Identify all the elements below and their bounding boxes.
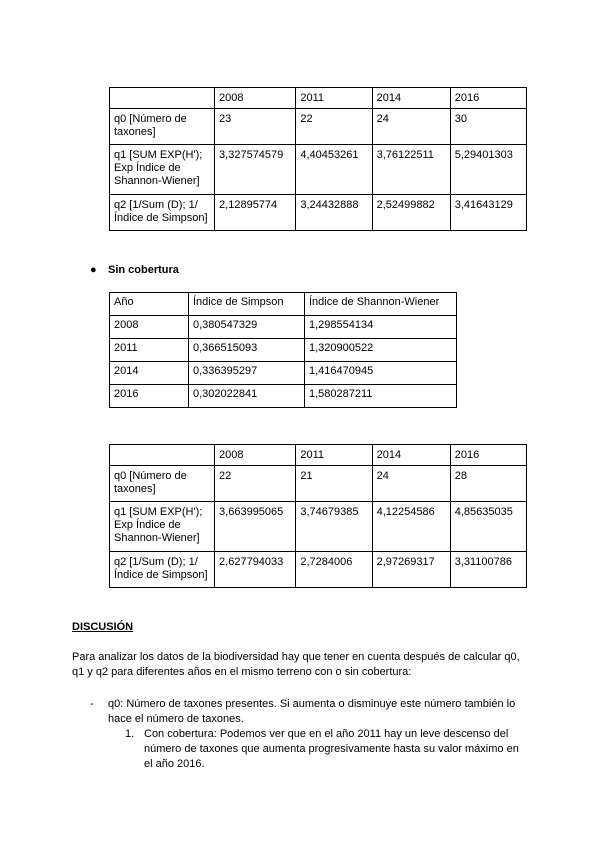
table-cell: q2 [1/Sum (D); 1/ Índice de Simpson] — [110, 195, 215, 231]
table-cell: 1,320900522 — [305, 339, 457, 362]
table-cell: 2,7284006 — [296, 552, 372, 588]
table-cell: q2 [1/Sum (D); 1/ Índice de Simpson] — [110, 552, 215, 588]
table-cell: 2016 — [450, 88, 526, 109]
diversity-table-with-cover — [109, 87, 527, 231]
section-label: Sin cobertura — [108, 264, 179, 276]
sublist-number-marker: 1. — [125, 728, 135, 740]
table-cell — [110, 88, 215, 109]
table-row — [110, 552, 527, 588]
table-cell: 2014 — [110, 362, 189, 385]
table-cell: Índice de Shannon-Wiener — [305, 293, 457, 316]
table-cell: 1,416470945 — [305, 362, 457, 385]
table-cell: q1 [SUM EXP(H'); Exp Índice de Shannon-Wiener] — [110, 502, 215, 552]
table-header-row — [110, 445, 527, 466]
table-cell: 2016 — [450, 445, 526, 466]
table-cell: 3,31100786 — [450, 552, 526, 588]
table-row — [110, 362, 457, 385]
table-cell: 3,24432888 — [296, 195, 372, 231]
table-cell: 28 — [450, 466, 526, 502]
table-cell: q0 [Número de taxones] — [110, 109, 215, 145]
table-cell: 23 — [215, 109, 296, 145]
list-item-q0: q0: Número de taxones presentes. Si aumenta o disminuye este número también lo hace el número de taxones. — [108, 698, 516, 725]
table-row — [110, 466, 527, 502]
table-cell: 5,29401303 — [450, 145, 526, 195]
table-cell: 4,40453261 — [296, 145, 372, 195]
table-row — [110, 109, 527, 145]
table-cell: 0,336395297 — [189, 362, 305, 385]
table-cell: 2014 — [372, 445, 450, 466]
table-cell: 3,327574579 — [215, 145, 296, 195]
list-dash-marker: - — [90, 698, 94, 710]
table-cell: 22 — [296, 109, 372, 145]
table-row — [110, 339, 457, 362]
table-header-row — [110, 88, 527, 109]
table-row — [110, 316, 457, 339]
discussion-intro: Para analizar los datos de la biodiversidad hay que tener en cuenta después de calcular q0, q1 y q2 para diferentes años en el mismo terreno con o sin cobertura: — [72, 651, 520, 678]
indices-table-without-cover — [109, 292, 457, 408]
table-cell — [110, 445, 215, 466]
table-cell: 3,663995065 — [215, 502, 296, 552]
diversity-table-without-cover — [109, 444, 527, 588]
table-cell: 2008 — [110, 316, 189, 339]
table-cell: 0,366515093 — [189, 339, 305, 362]
table-cell: 2,12895774 — [215, 195, 296, 231]
table-cell: Año — [110, 293, 189, 316]
table-cell: 2008 — [215, 445, 296, 466]
table-row — [110, 502, 527, 552]
table-row — [110, 385, 457, 408]
table-cell: 3,41643129 — [450, 195, 526, 231]
table-cell: 2,97269317 — [372, 552, 450, 588]
table-cell: 2011 — [296, 445, 372, 466]
table-row — [110, 145, 527, 195]
table-cell: 2008 — [215, 88, 296, 109]
table-cell: 21 — [296, 466, 372, 502]
table-cell: 2,52499882 — [372, 195, 450, 231]
table-cell: 3,76122511 — [372, 145, 450, 195]
bullet-icon: ● — [90, 264, 97, 276]
table-cell: 2016 — [110, 385, 189, 408]
table-cell: 2014 — [372, 88, 450, 109]
sublist-item-with-cover: Con cobertura: Podemos ver que en el año 2011 hay un leve descenso del número de taxones que aumenta progresivamente hasta su valor máximo en el año 2016. — [144, 728, 519, 770]
table-cell: 24 — [372, 109, 450, 145]
table-cell: 4,85635035 — [450, 502, 526, 552]
table-cell: 3,74679385 — [296, 502, 372, 552]
table-cell: 1,580287211 — [305, 385, 457, 408]
table-cell: 2,627794033 — [215, 552, 296, 588]
table-cell: q1 [SUM EXP(H'); Exp Índice de Shannon-Wiener] — [110, 145, 215, 195]
table-cell: q0 [Número de taxones] — [110, 466, 215, 502]
table-row — [110, 195, 527, 231]
table-cell: 4,12254586 — [372, 502, 450, 552]
table-cell: 1,298554134 — [305, 316, 457, 339]
table-cell: 2011 — [110, 339, 189, 362]
table-cell: 2011 — [296, 88, 372, 109]
table-cell: 30 — [450, 109, 526, 145]
table-cell: 0,380547329 — [189, 316, 305, 339]
table-header-row — [110, 293, 457, 316]
table-cell: 0,302022841 — [189, 385, 305, 408]
discussion-heading: DISCUSIÓN — [72, 621, 134, 633]
table-cell: 22 — [215, 466, 296, 502]
table-cell: Índice de Simpson — [189, 293, 305, 316]
table-cell: 24 — [372, 466, 450, 502]
